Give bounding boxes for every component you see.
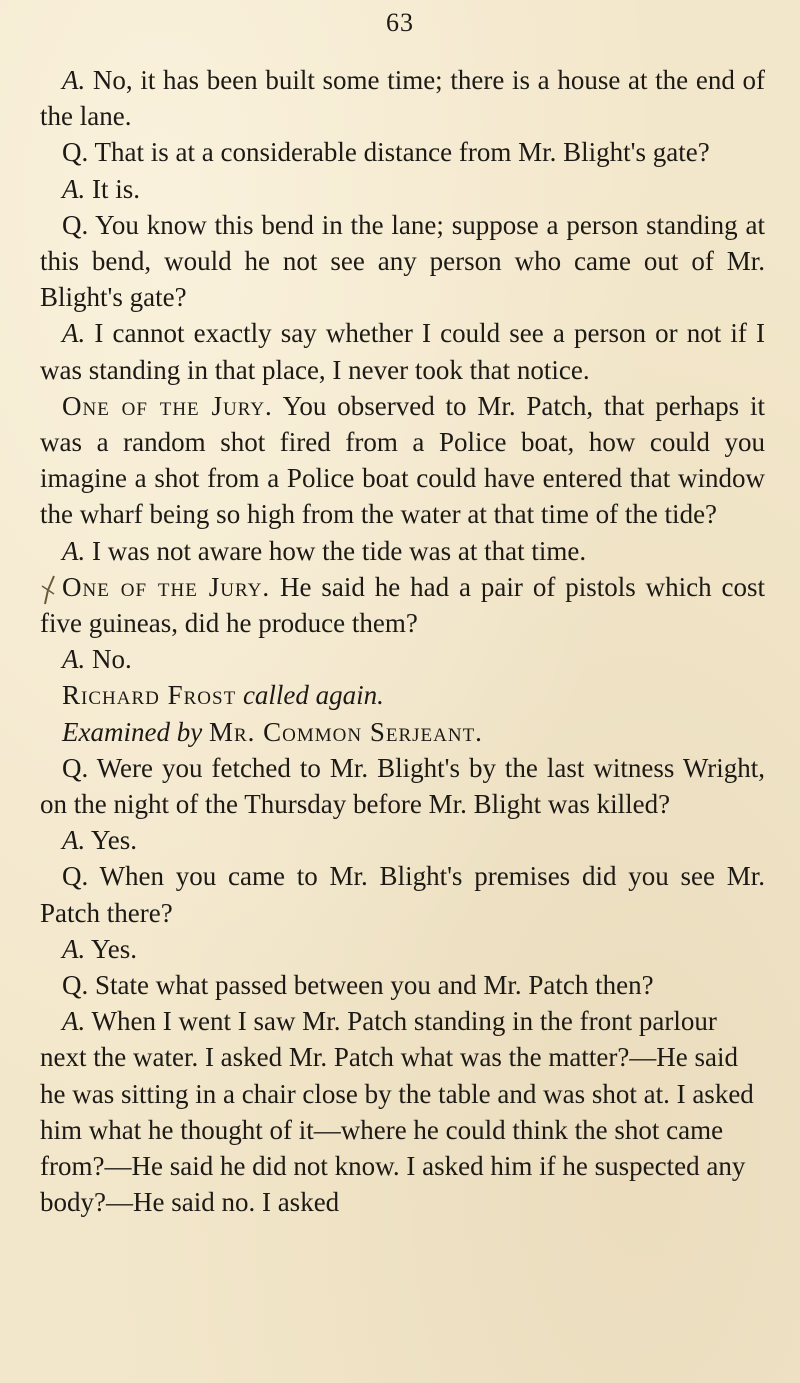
speaker-label: Q. — [62, 970, 89, 1001]
paragraph — [40, 171, 765, 207]
paragraph — [40, 858, 765, 930]
examined-by-line — [40, 714, 765, 750]
speaker-label: Q. — [62, 861, 89, 892]
paragraph-text: Yes. — [85, 933, 138, 964]
paragraph-text: He said he had a pair of pistols which cost five guineas, did he produce them? — [40, 571, 766, 639]
witness-heading — [40, 677, 765, 713]
paragraph — [40, 62, 765, 134]
paragraph-text: I cannot exactly say whether I could see a person or not if I was standing in that place, I never took that notice. — [40, 318, 765, 385]
paragraph — [40, 533, 765, 569]
speaker-label: Q. — [62, 752, 89, 783]
paragraph — [40, 134, 765, 170]
paragraph-text: No, it has been built some time; there is a house at the end of the lane. — [40, 65, 765, 132]
paragraph — [40, 569, 765, 641]
paragraph — [40, 388, 765, 533]
speaker-label: Q. — [62, 137, 89, 168]
paragraph-text: You know this bend in the lane; suppose a person standing at this bend, would he not see any person who came out of Mr. Blight's gate? — [40, 209, 765, 313]
paragraph-text: No. — [85, 644, 132, 675]
paragraph — [40, 822, 765, 858]
called-again-note: called again. — [242, 680, 384, 711]
paragraph-text: You observed to Mr. Patch, that perhaps it was a random shot fired from a Police boat, how could you imagine a shot from a Police boat could have entered that window the wharf being so high from the water at that time of the tide? — [40, 390, 766, 530]
paragraph-text: When you came to Mr. Blight's premises did you see Mr. Patch there? — [40, 861, 765, 928]
paragraph-text: That is at a considerable distance from Mr. Blight's gate? — [88, 137, 710, 168]
paragraph — [40, 315, 765, 387]
page-text — [40, 62, 765, 1221]
examiner-name: Mr. Common Serjeant. — [208, 716, 483, 747]
speaker-label: A. — [62, 825, 86, 856]
paragraph — [40, 641, 765, 677]
speaker-label: A. — [62, 318, 86, 349]
paragraph-text: When I went I saw Mr. Patch standing in the front parlour next the water. I asked Mr. Patch what was the matter?—He said he was sitting in a chair close by the table and was shot at. I asked him what he thought of it—where he could think the shot came from?—He said he did not know. I asked him if he suspected any body?—He said no. I asked — [40, 1006, 754, 1218]
paragraph-text: It is. — [85, 173, 141, 204]
speaker-label: A. — [62, 535, 86, 566]
page-number: 63 — [386, 8, 414, 37]
speaker-label: A. — [62, 1006, 86, 1037]
paragraph-text: Yes. — [85, 825, 138, 856]
examined-by-label: Examined by — [62, 716, 203, 747]
speaker-label: A. — [62, 933, 86, 964]
paragraph-text: I was not aware how the tide was at that time. — [85, 535, 587, 566]
paragraph — [40, 207, 765, 316]
speaker-label: A. — [62, 173, 86, 204]
paragraph — [40, 967, 765, 1003]
paragraph-text: Were you fetched to Mr. Blight's by the last witness Wright, on the night of the Thursday before Mr. Blight was killed? — [40, 752, 765, 820]
speaker-label: A. — [62, 644, 86, 675]
speaker-label: One of the Jury. — [62, 390, 273, 421]
speaker-label: One of the Jury. — [62, 571, 271, 602]
paragraph — [40, 750, 765, 822]
speaker-label: Q. — [62, 209, 89, 240]
paragraph-text: State what passed between you and Mr. Patch then? — [88, 970, 654, 1001]
paragraph — [40, 1003, 765, 1220]
speaker-label: A. — [62, 65, 86, 95]
paragraph — [40, 931, 765, 967]
witness-name: Richard Frost — [62, 680, 237, 711]
